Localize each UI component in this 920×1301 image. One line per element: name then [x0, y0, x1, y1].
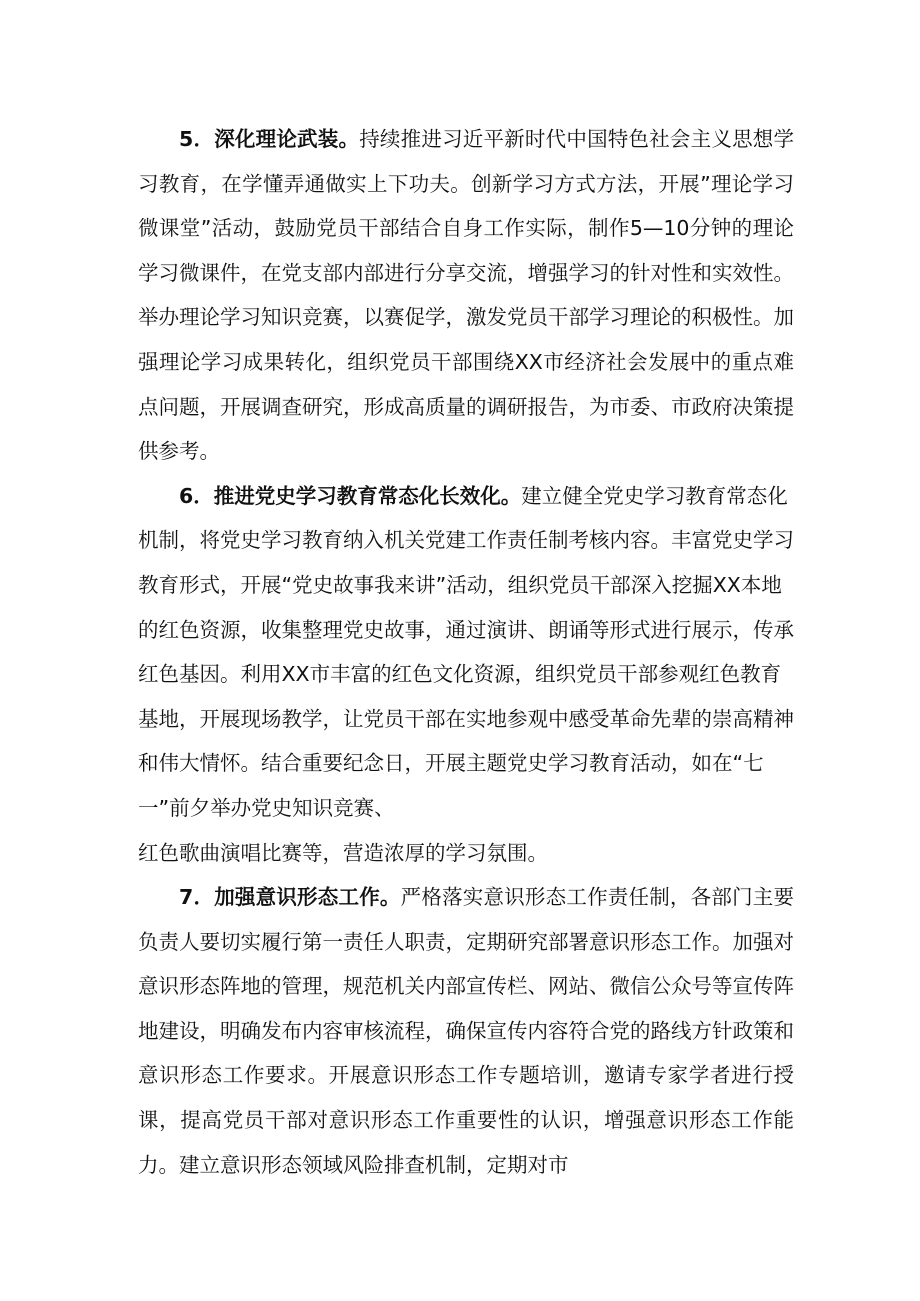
- paragraph-5: [138, 117, 794, 474]
- paragraph-text: 严格落实意识形态工作责任制，各部门主要负责人要切实履行第一责任人职责，定期研究部署意识形态工作。加强对意识形态阵地的管理，规范机关内部宣传栏、网站、微信公众号等宣传阵地建设，明确发布内容审核流程，确保宣传内容符合党的路线方针政策和意识形态工作要求。开展意识形态工作专题培训，邀请专家学者进行授课，提高党员干部对意识形态工作重要性的认识，增强意识形态工作能力。建立意识形态领域风险排查机制，定期对市: [138, 885, 795, 1177]
- paragraph-7: [138, 875, 794, 1187]
- paragraph-heading: 7．加强意识形态工作。: [179, 885, 401, 910]
- paragraph-heading: 6．推进党史学习教育常态化长效化。: [179, 483, 522, 508]
- paragraph-6-continuation: [138, 831, 794, 876]
- paragraph-6: [138, 474, 794, 831]
- paragraph-heading: 5．深化理论武装。: [179, 127, 360, 151]
- paragraph-text: 持续推进习近平新时代中国特色社会主义思想学习教育，在学懂弄通做实上下功夫。创新学习方式方法，开展”理论学习微课堂”活动，鼓励党员干部结合自身工作实际，制作5—10分钟的理论学习微课件，在党支部内部进行分享交流，增强学习的针对性和实效性。举办理论学习知识竞赛，以赛促学，激发党员干部学习理论的积极性。加强理论学习成果转化，组织党员干部围绕XX市经济社会发展中的重点难点问题，开展调查研究，形成高质量的调研报告，为市委、市政府决策提供参考。: [138, 127, 795, 464]
- paragraph-text: 建立健全党史学习教育常态化机制，将党史学习教育纳入机关党建工作责任制考核内容。丰富党史学习教育形式，开展“党史故事我来讲”活动，组织党员干部深入挖掘XX本地的红色资源，收集整理党史故事，通过演讲、朗诵等形式进行展示，传承红色基因。利用XX市丰富的红色文化资源，组织党员干部参观红色教育基地，开展现场教学，让党员干部在实地参观中感受革命先辈的崇高精神和伟大情怀。结合重要纪念日，开展主题党史学习教育活动，如在“七一”前夕举办党史知识竞赛、: [138, 483, 794, 820]
- paragraph-text: 红色歌曲演唱比赛等，营造浓厚的学习氛围。: [138, 840, 548, 865]
- document-body: [138, 117, 794, 1187]
